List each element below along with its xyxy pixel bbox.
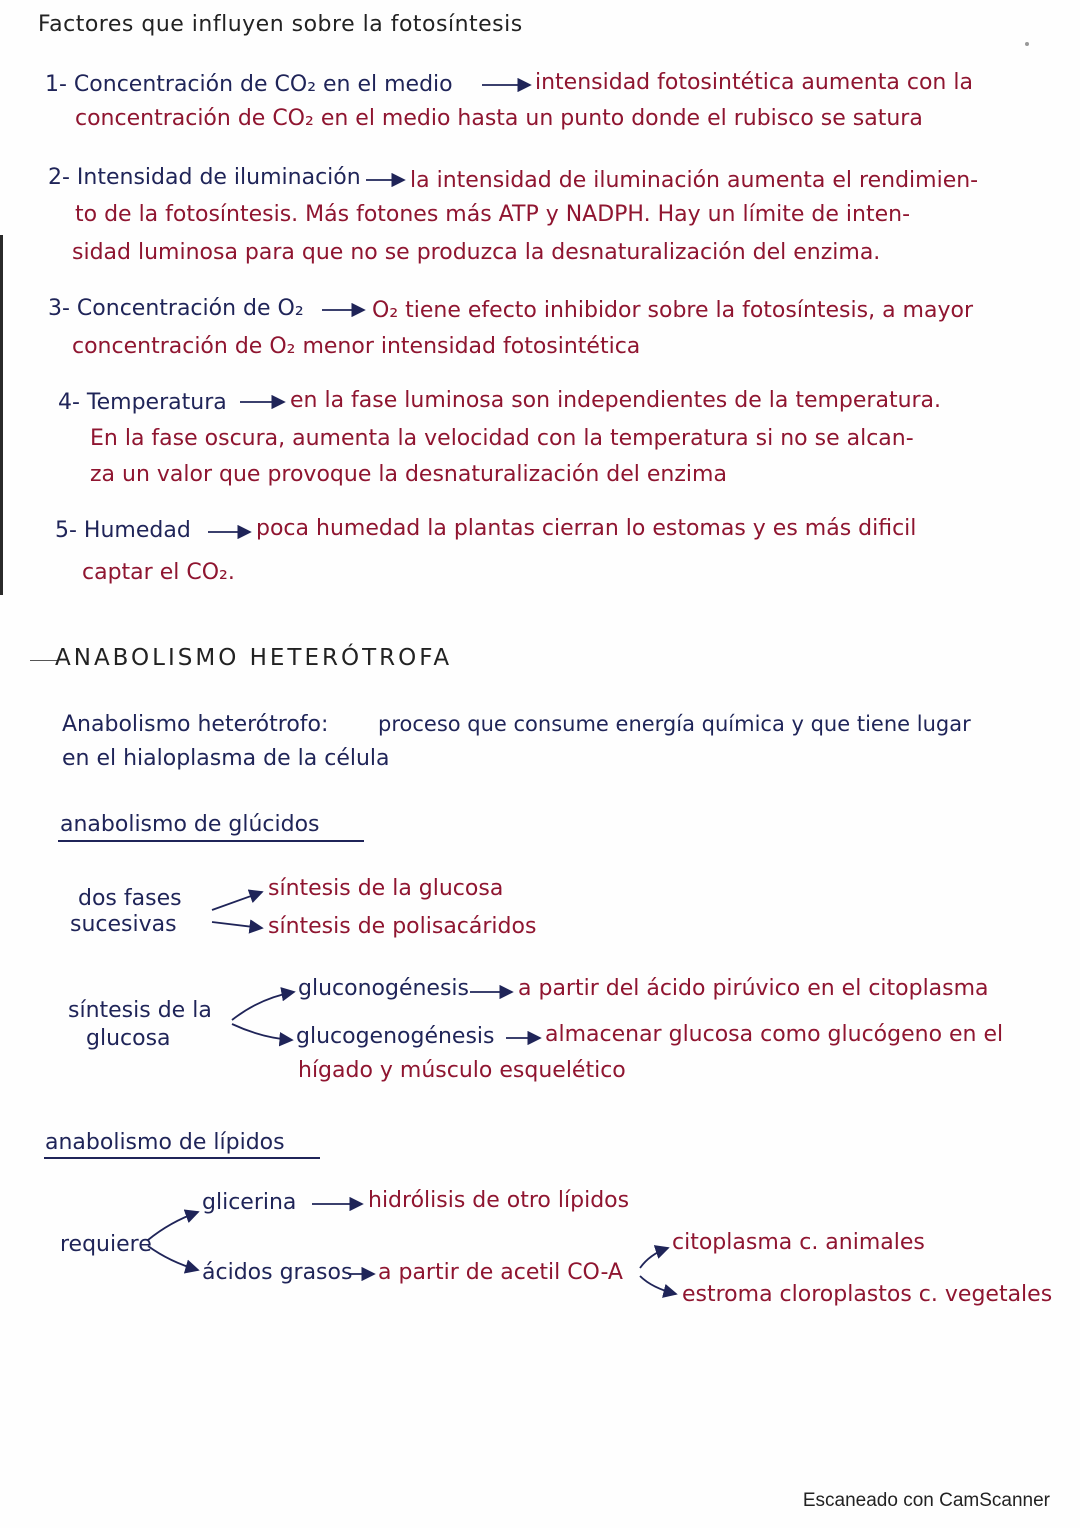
lipidos-heading-underline (44, 1157, 320, 1159)
section-dash (30, 660, 58, 661)
factor-4-line2: En la fase oscura, aumenta la velocidad con la temperatura si no se alcan- (90, 426, 914, 451)
glucidos-heading-underline (58, 840, 364, 842)
branch-glucogenogenesis-desc: almacenar glucosa como glucógeno en el (545, 1022, 1004, 1047)
definition-line1: proceso que consume energía química y que tiene lugar (378, 712, 971, 736)
factor-3-line1: O₂ tiene efecto inhibidor sobre la fotosíntesis, a mayor (372, 298, 973, 323)
item-acidos-grasos-desc: a partir de acetil CO-A (378, 1260, 623, 1285)
phases-label-1: dos fases (78, 886, 182, 911)
factor-1-label: 1- Concentración de CO₂ en el medio (45, 72, 453, 97)
definition-term: Anabolismo heterótrofo: (62, 712, 329, 737)
item-glicerina: glicerina (202, 1190, 297, 1215)
factor-2-line2: to de la fotosíntesis. Más fotones más ATP y NADPH. Hay un límite de inten- (75, 202, 911, 227)
item-acidos-grasos: ácidos grasos (202, 1260, 353, 1285)
arrow-phase-2 (212, 922, 262, 928)
location-animal: citoplasma c. animales (672, 1230, 925, 1255)
arrow-phase-1 (212, 892, 262, 910)
factor-1-line1: intensidad fotosintética aumenta con la (535, 70, 973, 95)
phase-2: síntesis de polisacáridos (268, 914, 537, 939)
arrow-location-1 (640, 1248, 668, 1268)
factor-5-line2: captar el CO₂. (82, 560, 235, 585)
scanner-watermark: Escaneado con CamScanner (802, 1490, 1050, 1511)
branch-glucogenogenesis-desc2: hígado y músculo esquelético (298, 1058, 626, 1083)
factor-4-label: 4- Temperatura (58, 390, 227, 415)
arrow-item-2 (148, 1246, 198, 1270)
arrow-location-2 (640, 1276, 676, 1294)
scan-shadow-edge (0, 235, 3, 595)
arrow-branch-2 (232, 1024, 292, 1040)
location-vegetal: estroma cloroplastos c. vegetales (682, 1282, 1053, 1307)
factor-2-label: 2- Intensidad de iluminación (48, 165, 361, 190)
factor-2-line3: sidad luminosa para que no se produzca la desnaturalización del enzima. (72, 240, 881, 265)
factor-2-line1: la intensidad de iluminación aumenta el rendimien- (410, 168, 979, 193)
speck (1025, 42, 1029, 46)
factor-1-line2: concentración de CO₂ en el medio hasta un punto donde el rubisco se satura (75, 106, 923, 131)
branch-glucogenogenesis: glucogenogénesis (296, 1024, 495, 1049)
synth-label-1: síntesis de la (68, 998, 212, 1023)
factor-5-line1: poca humedad la plantas cierran lo estomas y es más dificil (256, 516, 917, 541)
page-title: Factores que influyen sobre la fotosíntesis (38, 12, 523, 37)
phases-label-2: sucesivas (70, 912, 177, 937)
factor-5-label: 5- Humedad (55, 518, 191, 543)
phase-1: síntesis de la glucosa (268, 876, 504, 901)
definition-line2: en el hialoplasma de la célula (62, 746, 390, 771)
arrow-branch-1 (232, 992, 294, 1020)
arrow-item-1 (148, 1212, 198, 1240)
section-heading: ANABOLISMO HETERÓTROFA (55, 645, 453, 671)
factor-4-line3: za un valor que provoque la desnaturalización del enzima (90, 462, 727, 487)
factor-3-line2: concentración de O₂ menor intensidad fotosintética (72, 334, 641, 359)
item-glicerina-desc: hidrólisis de otro lípidos (368, 1188, 630, 1213)
branch-gluconogenesis: gluconogénesis (298, 976, 469, 1001)
synth-label-2: glucosa (86, 1026, 171, 1051)
factor-3-label: 3- Concentración de O₂ (48, 296, 304, 321)
factor-4-line1: en la fase luminosa son independientes de la temperatura. (290, 388, 942, 413)
requires-label: requiere (60, 1232, 152, 1257)
lipidos-heading: anabolismo de lípidos (45, 1130, 285, 1155)
glucidos-heading: anabolismo de glúcidos (60, 812, 320, 837)
branch-gluconogenesis-desc: a partir del ácido pirúvico en el citoplasma (518, 976, 989, 1001)
